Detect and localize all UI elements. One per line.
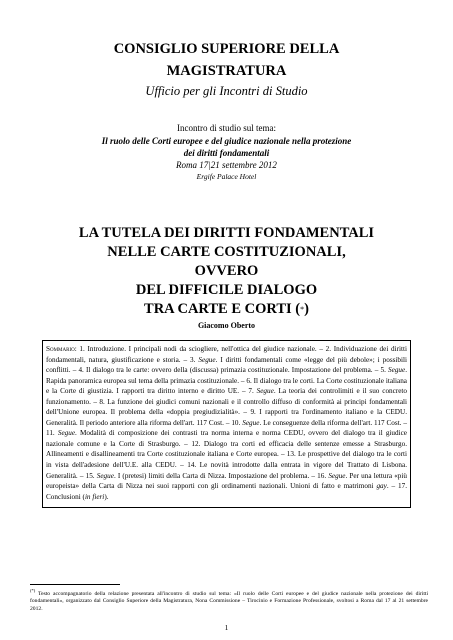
summary-box: Sommario: 1. Introduzione. I principali nodi da sciogliere, nell'ottica del giudice nazionale. – 2. Individuazione dei diritti fondamentali, natura, giustificazione e storia. – 3. Segue. I diritti fondamentali come «legge del più debole»; i possibili conflitti. – 4. Il dialogo tra le carte: ovvero della (discussa) primazia costituzionale. Impostazione del problema. – 5. Segue. Rapida panoramica europea sul tema della primazia costituzionale. – 6. Il dialogo tra le corti. La Corte costituzionale italiana e la Corte di giustizia. I rapporti tra diritto interno e diritto UE. – 7. Segue. La teoria dei controlimiti e il suo concreto funzionamento. – 8. La funzione dei giudici comuni nazionali e il controllo diffuso di conformità ai principi fondamentali dell'Unione europea. Il problema della «doppia pregiudizialità». – 9. I rapporti tra l'ordinamento italiano e la CEDU. Generalità. Il periodo anteriore alla riforma dell'art. 117 Cost. – 10. Segue. Le conseguenze della riforma dell'art. 117 Cost. – 11. Segue. Modalità di composizione dei contrasti tra norma interna e norma CEDU, ovvero del dialogo tra il giudice nazionale comune e la Corte di Strasburgo. – 12. Dialogo tra corti ed efficacia delle sentenze emesse a Strasburgo. Allineamenti e disallineamenti tra Corte costituzionale italiana e Corte europea. – 13. Le prospettive del dialogo tra le corti in vista dell'adesione dell'U.E. alla CEDU. – 14. Le novità introdotte dalla entrata in vigore del Trattato di Lisbona. Generalità. – 15. Segue. I (pretesi) limiti della Carta di Nizza. Impostazione del problema. – 16. Segue. Per una lettura «più europeista» della Carta di Nizza nei suoi rapporti con gli ordinamenti nazionali. Unioni di fatto e matrimoni gay. – 17. Conclusioni (in fieri). xyxy=(42,340,411,508)
footnote-text: Testo accompagnatorio della relazione presentata all'incontro di studio sul tema: «Il ruolo delle Corti europee e del giudice nazionale nella protezione dei diritti fondamentali», organizzato dal Consiglio Superiore della Magistratura, Nona Commissione – Tirocinio e Formazione Professionale, svoltosi a Roma dal 17 al 21 settembre 2012. xyxy=(30,590,428,613)
conference-title-line1: Il ruolo delle Corti europee e del giudice nazionale nella protezione xyxy=(101,136,352,146)
footnote-divider xyxy=(30,584,120,585)
organization-name-line2: MAGISTRATURA xyxy=(166,63,287,79)
conference-date: Roma 17|21 settembre 2012 xyxy=(176,160,277,170)
article-title-line3: OVVERO xyxy=(194,263,259,279)
footnote-reference[interactable]: * xyxy=(300,305,305,314)
summary-lead: Sommario: xyxy=(46,345,77,353)
author-name: Giacomo Oberto xyxy=(197,321,256,330)
conference-title-line2: dei diritti fondamentali xyxy=(183,148,270,158)
footnote xyxy=(30,587,428,614)
article-title-line1: LA TUTELA DEI DIRITTI FONDAMENTALI xyxy=(78,225,375,241)
article-title-line5 xyxy=(0,300,453,320)
footnote-mark: (*) xyxy=(30,588,36,593)
article-title-close: ) xyxy=(304,301,309,317)
article-title-text: TRA CARTE E CORTI ( xyxy=(144,301,301,317)
conference-intro: Incontro di studio sul tema: xyxy=(177,123,276,133)
conference-venue: Ergife Palace Hotel xyxy=(196,172,257,181)
office-subtitle: Ufficio per gli Incontri di Studio xyxy=(145,84,308,98)
article-title-line4: DEL DIFFICILE DIALOGO xyxy=(135,282,318,298)
page-number: 1 xyxy=(224,623,229,632)
organization-name-line1: CONSIGLIO SUPERIORE DELLA xyxy=(113,41,340,57)
article-title-line2: NELLE CARTE COSTITUZIONALI, xyxy=(107,244,346,260)
